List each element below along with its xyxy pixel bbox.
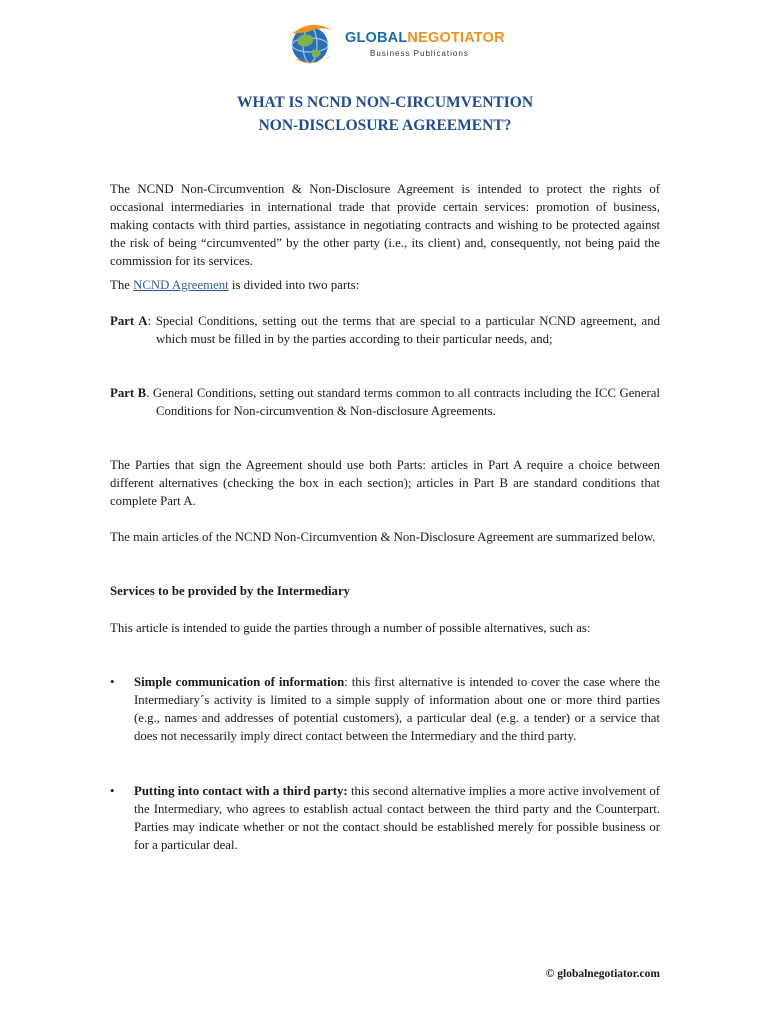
copyright-footer: © globalnegotiator.com — [545, 968, 660, 980]
main-articles-paragraph: The main articles of the NCND Non-Circumvention & Non-Disclosure Agreement are summarized below. — [110, 530, 656, 544]
part-a-label: Part A — [110, 314, 148, 328]
bullet-item: • Putting into contact with a third party: this second alternative implies a more active involvement of the Intermediary, who agrees to establish actual contact between the third party and the Counterpart. Parties may indicate whether or not the contact should be established merely for possible business or for a particular deal. — [110, 784, 660, 852]
page-title-line-2: NON-DISCLOSURE AGREEMENT? — [258, 117, 512, 134]
publisher-logo — [288, 18, 505, 68]
part-a-definition — [110, 312, 660, 348]
part-b-definition — [110, 384, 660, 420]
bullet-dot: • — [110, 784, 115, 798]
brand-tagline: Business Publications — [370, 49, 469, 58]
part-b-label: Part B — [110, 386, 147, 400]
globe-logo-icon — [288, 20, 338, 66]
page-title-line-1: WHAT IS NCND NON-CIRCUMVENTION — [236, 94, 534, 111]
section-heading: Services to be provided by the Intermediary — [110, 584, 351, 598]
parties-paragraph: The Parties that sign the Agreement should use both Parts: articles in Part A require a choice between different alternatives (checking the box in each section); articles in Part B are standard conditions that complete Part A. — [110, 458, 660, 508]
section-intro-paragraph: This article is intended to guide the parties through a number of possible alternatives, such as: — [110, 621, 591, 635]
brand-name: GLOBALNEGOTIATOR — [345, 30, 505, 46]
intro-paragraph: The NCND Non-Circumvention & Non-Disclosure Agreement is intended to protect the rights of occasional intermediaries in international trade that provide certain services: promotion of business, making contacts with third parties, assistance in negotiating contracts and wishing to be protected against the risk of being “circumvented” by the other party (i.e., its client) and, consequently, not being paid the commission for its services. — [110, 182, 660, 268]
part-a-text: : Special Conditions, setting out the terms that are special to a particular NCND agreement, and which must be filled in by the parties according to their particular needs, and; — [147, 314, 660, 346]
bullet-item: • Simple communication of information: this first alternative is intended to cover the case where the Intermediary´s activity is limited to a simple supply of information about one or more third parties (e.g., names and addresses of potential customers), a particular deal (e.g. a tender) or a service that does not necessarily imply direct contact between the Intermediary and the third party. — [110, 675, 660, 743]
divided-paragraph: The NCND Agreement is divided into two parts: — [110, 278, 360, 292]
ncnd-agreement-link[interactable]: NCND Agreement — [133, 278, 229, 292]
part-b-text: . General Conditions, setting out standard terms common to all contracts including the ICC General Conditions for Non-circumvention & Non-disclosure Agreements. — [146, 386, 660, 418]
bullet-dot: • — [110, 675, 115, 689]
